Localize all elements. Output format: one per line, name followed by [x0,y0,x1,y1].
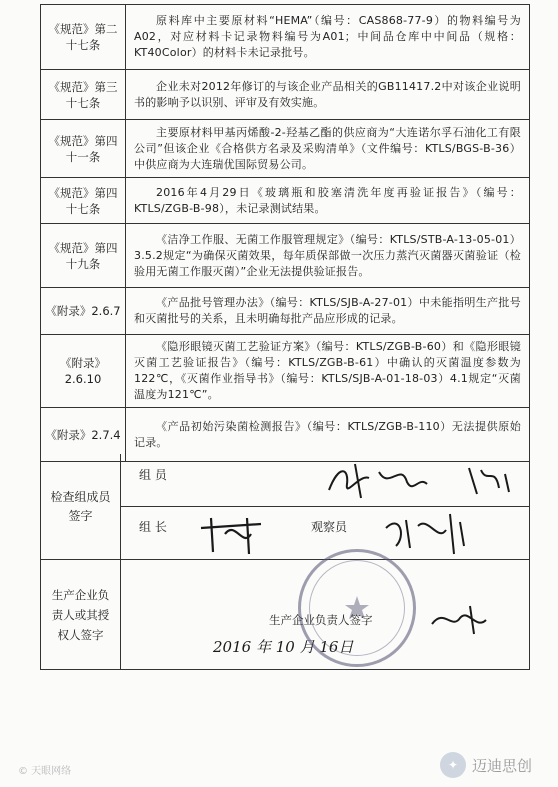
table-row [41,288,530,335]
table-row [41,70,530,120]
inspection-sign-row [40,454,530,560]
clause-cell: 《规范》第三十七条 [41,70,126,120]
findings-table [40,4,530,462]
leader-signature [191,508,281,558]
clause-cell: 《规范》第四十七条 [41,178,126,224]
company-seal [298,549,416,667]
clause-cell: 《规范》第四十九条 [41,224,126,288]
table-row [41,120,530,178]
member-signature [309,454,529,506]
finding-text: 《洁净工作服、无菌工作服管理规定》（编号：KTLS/STB-A-13-05-01）3.5.2规定“为确保灭菌效果，每年质保部做一次压力蒸汽灭菌器灭菌验证（检验用无菌工作服灭菌）”企业无法提供验证报告。 [126,224,530,288]
leader-label: 组 长 [139,520,167,534]
clause-cell: 《附录》2.6.10 [41,335,126,408]
observer-label: 观察员 [311,520,348,534]
inspection-row-label: 检查组成员签字 [41,454,121,559]
table-row [41,5,530,70]
finding-text: 《产品初始污染菌检测报告》（编号：KTLS/ZGB-B-110）无法提供原始记录。 [126,408,530,462]
seal-star-icon [301,552,413,664]
finding-text: 2016年4月29日《玻璃瓶和胶塞清洗年度再验证报告》（编号：KTLS/ZGB-B-98），未记录测试结果。 [126,178,530,224]
clause-cell: 《附录》2.6.7 [41,288,126,335]
table-row [41,335,530,408]
member-label: 组 员 [139,468,167,482]
clause-cell: 《规范》第二十七条 [41,5,126,70]
observer-signature [376,506,486,556]
finding-text: 《隐形眼镜灭菌工艺验证方案》（编号：KTLS/ZGB-B-60）和《隐形眼镜灭菌工艺验证报告》（编号：KTLS/ZGB-B-61）中确认的灭菌温度参数为122℃，《灭菌作业指导书》（编号：KTLS/SJB-A-01-18-03）4.1规定“灭菌温度为121℃”。 [126,335,530,408]
watermark-left: © 天眼网络 [18,766,72,777]
watermark-right [440,752,532,778]
finding-text: 原料库中主要原材料“HEMA”（编号：CAS868-77-9）的物料编号为A02，对应材料卡记录物料编号为A01；中间品仓库中中间品（规格：KT40Color）的材料卡未记录批号。 [126,5,530,70]
table-row [41,224,530,288]
wechat-icon: ✦ [440,752,466,778]
company-sign-row [40,560,530,670]
company-signature-label: 生产企业负责人签字 [269,613,373,627]
finding-text: 企业未对2012年修订的与该企业产品相关的GB11417.2中对该企业说明书的影响予以识别、评审及有效实施。 [126,70,530,120]
company-signature [426,600,506,640]
finding-text: 主要原材料甲基丙烯酸-2-羟基乙酯的供应商为“大连诺尔孚石油化工有限公司”但该企业《合格供方名录及采购清单》（文件编号：KTLS/BGS-B-36）中供应商为大连瑞优国际贸易公司。 [126,120,530,178]
company-row-label: 生产企业负责人或其授权人签字 [41,560,121,669]
clause-cell: 《附录》2.7.4 [41,408,126,462]
sign-date: 2016 年 10 月 16日 [213,638,354,656]
clause-cell: 《规范》第四十一条 [41,120,126,178]
watermark-right-text: 迈迪思创 [472,756,533,775]
table-row [41,178,530,224]
finding-text: 《产品批号管理办法》（编号：KTLS/SJB-A-27-01）中未能指明生产批号和灭菌批号的关系，且未明确每批产品应形成的记录。 [126,288,530,335]
